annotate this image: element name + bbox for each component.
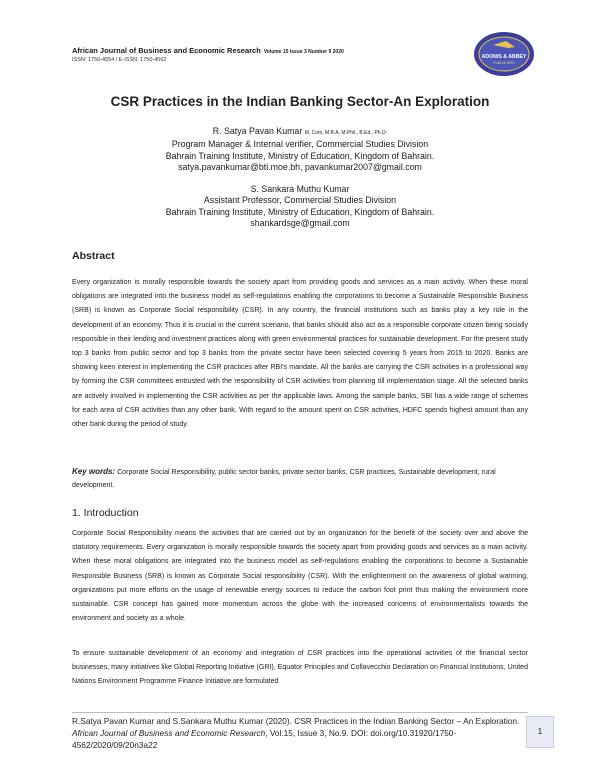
introduction-paragraph-2: To ensure sustainable development of an economy and integration of CSR practices into the operational activities of the financial sector businesses, many initiatives like Global Reporting Initiative (GRI), Equator Principles and Collavecchio Declaration on Financial Institutions, United Nations Environment Programme Finance Initiative are formulated: [72, 650, 528, 686]
author-block-2: [0, 184, 600, 230]
author-2-name: S. Sankara Muthu Kumar: [250, 184, 350, 194]
citation: [72, 716, 522, 751]
author-1-email[interactable]: satya.pavankumar@bti.moe.bh, pavankumar2007@gmail.com: [178, 162, 422, 173]
logo-subtext: PUBLISHERS: [493, 61, 515, 65]
issn: ISSN: 1750-4554 / E-ISSN: 1750-4562: [72, 57, 167, 63]
citation-part-1: R.Satya Pavan Kumar and S.Sankara Muthu Kumar (2020). CSR Practices in the Indian Banking Sector – An Exploration.: [72, 716, 520, 726]
page-number: 1: [526, 716, 554, 748]
introduction-paragraph-1: Corporate Social Responsibility means the activities that are carried out by an organization for the benefit of the society over and above the statutory requirements. Every organization is morally responsible towards the society apart from providing goods and services as a main activity. When these moral obligations are integrated into the business model as self-regulations enabling the corporations to become a Sustainable Responsible Business (SRB) is known as Corporate Social responsibility (CSR). With the enlightenment on the awareness of global warming, organizations put more efforts on the usage of renewable energy sources to reduce the carbon foot print thus making the environment more sustainable. CSR concept has gained more momentum across the globe with the increased concerns of environmentalists towards the environment and society as a whole.: [72, 530, 528, 623]
author-1-name: R. Satya Pavan Kumar: [212, 126, 303, 136]
introduction-heading: 1. Introduction: [72, 507, 139, 519]
author-2-institution: Bahrain Training Institute, Ministry of Education, Kingdom of Bahrain.: [165, 206, 435, 217]
keywords-label: Key words:: [72, 467, 116, 476]
publisher-logo: [473, 30, 535, 78]
author-2-role: Assistant Professor, Commercial Studies Division: [203, 195, 397, 206]
author-1-institution: Bahrain Training Institute, Ministry of Education, Kingdom of Bahrain.: [165, 150, 435, 161]
abstract-text: Every organization is morally responsible towards the society apart from providing goods and services as a main activity. When these moral obligations are integrated into the business model as self-regulations enabling the corporations to become a Sustainable Responsible Business (SRB) is known as Corporate Social responsibility (CSR). In any country, the financial institutions such as banks play a key role in the development of an economy. Thus it is crucial in the current scenario, that banks should also act as a responsible corporate citizen being socially responsible in their lending and investment practices along with green environmental practices for sustainable development. For the present study top 3 banks from public sector and top 3 banks from the private sector have been selected covering 5 years from 2015 to 2020. Banks are showing keen interest in implementing the CSR practices after RBI's mandate. All the banks are carrying the CSR activities in a professional way by forming the CSR committees entrusted with the responsibility of CSR activities from planning till implementation stage. All the selected banks are actively involved in implementing the CSR activities as per the applicable laws. Among the sample banks, SBI has a wide range of schemes for each area of CSR activities than any other bank. With regard to the amount spent on CSR activities, HDFC spends highest amount than any other bank during the period of study.: [72, 279, 528, 429]
citation-journal: African Journal of Business and Economic Research: [72, 727, 266, 738]
paper-title: CSR Practices in the Indian Banking Sector-An Exploration: [110, 94, 490, 109]
author-2-email[interactable]: shankardsge@gmail.com: [250, 218, 350, 229]
journal-header: [72, 46, 492, 63]
author-1-degrees: M. Com, M.B.A, M.Phil., B.Ed., Ph.D-: [304, 130, 388, 136]
keywords-text: Corporate Social Responsibility, public sector banks, private sector banks, CSR practices, Sustainable development, rural development.: [72, 469, 496, 489]
keywords: [72, 466, 528, 492]
footer-divider: [72, 712, 528, 713]
volume-info: Volume 15 Issue 3 Number 9 2020: [263, 49, 344, 55]
author-block-1: [0, 126, 600, 174]
author-1-role: Program Manager & Internal verifier, Commercial Studies Division: [171, 139, 429, 150]
citation-part-2[interactable]: , Vol.15, Issue 3, No.9. DOI: doi.org/10.31920/1750-4562/2020/09/20n3a22: [72, 727, 457, 750]
abstract-heading: Abstract: [72, 250, 115, 262]
logo-text: ADONIS & ABBEY: [481, 54, 527, 60]
journal-name: African Journal of Business and Economic Research: [72, 46, 261, 55]
